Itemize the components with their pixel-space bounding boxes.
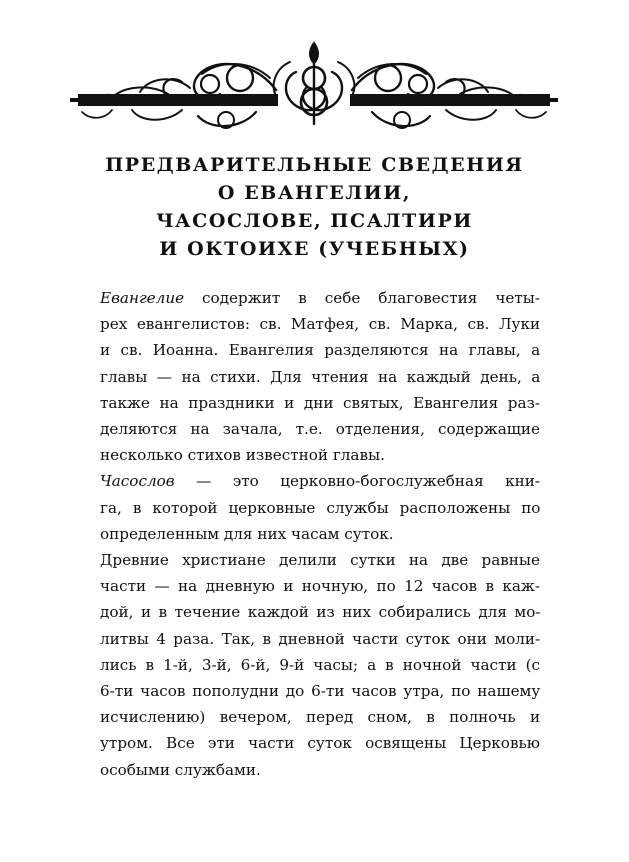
term-horologion: Часослов <box>100 472 175 491</box>
text-line: исчислению) вечером, перед сном, в полночь и <box>100 708 541 727</box>
paragraph-horologion: Часослов — это церковно-богослужебная кни- га, в которой церковные службы расположены по определенным для них часам суток. <box>72 468 540 547</box>
text-line: и св. Иоанна. Евангелия разделяются на главы, а <box>100 341 541 360</box>
text-line: 6-ти часов пополудни до 6-ти часов утра, по нашему <box>100 682 541 701</box>
title-line-2: О ЕВАНГЕЛИИ, <box>217 182 412 204</box>
paragraph-gospel: Евангелие содержит в себе благовестия четы- рех евангелистов: св. Матфея, св. Марка, св. Луки и св. Иоанна. Евангелия разделяются на главы, а главы — на стихи. Для чтения на каждый день, а также на праздники и дни святых, Евангелия раз- деляются на зачала, т.е. отделения, содержащие несколько стихов известной главы. <box>72 285 540 468</box>
title-line-4: И ОКТОИХЕ (УЧЕБНЫХ) <box>159 238 470 260</box>
paragraph-ancient-christians <box>72 547 540 783</box>
text-line: литвы 4 раза. Так, в дневной части суток они моли- <box>100 629 541 648</box>
text-line: особыми службами. <box>100 760 261 779</box>
text-line: определенным для них часам суток. <box>100 524 394 543</box>
text-line: части — на дневную и ночную, по 12 часов в каж- <box>100 577 540 596</box>
text-line: Древние христиане делили сутки на две равные <box>100 551 540 570</box>
title-line-3: ЧАСОСЛОВЕ, ПСАЛТИРИ <box>156 210 473 232</box>
text-line: га, в которой церковные службы расположены по <box>100 498 541 517</box>
term-gospel: Евангелие <box>100 289 185 307</box>
text-line: утром. Все эти части суток освящены Церковью <box>100 734 540 753</box>
text-line: также на праздники и дни святых, Евангелия раз- <box>100 393 540 412</box>
text-line: рех евангелистов: св. Матфея, св. Марка, св. Луки <box>100 315 541 334</box>
page-title <box>40 151 589 263</box>
text-line: несколько стихов известной главы. <box>100 446 385 465</box>
text-line: дой, и в течение каждой из них собирались для мо- <box>100 603 541 622</box>
title-line-1: ПРЕДВАРИТЕЛЬНЫЕ СВЕДЕНИЯ <box>105 154 524 176</box>
text-line: лись в 1-й, 3-й, 6-й, 9-й часы; а в ночной части (с <box>100 655 541 674</box>
body-text <box>72 285 540 783</box>
ornamental-headpiece <box>70 38 558 134</box>
text-line: деляются на зачала, т.е. отделения, содержащие <box>100 420 540 439</box>
text-line: главы — на стихи. Для чтения на каждый день, а <box>100 367 541 386</box>
